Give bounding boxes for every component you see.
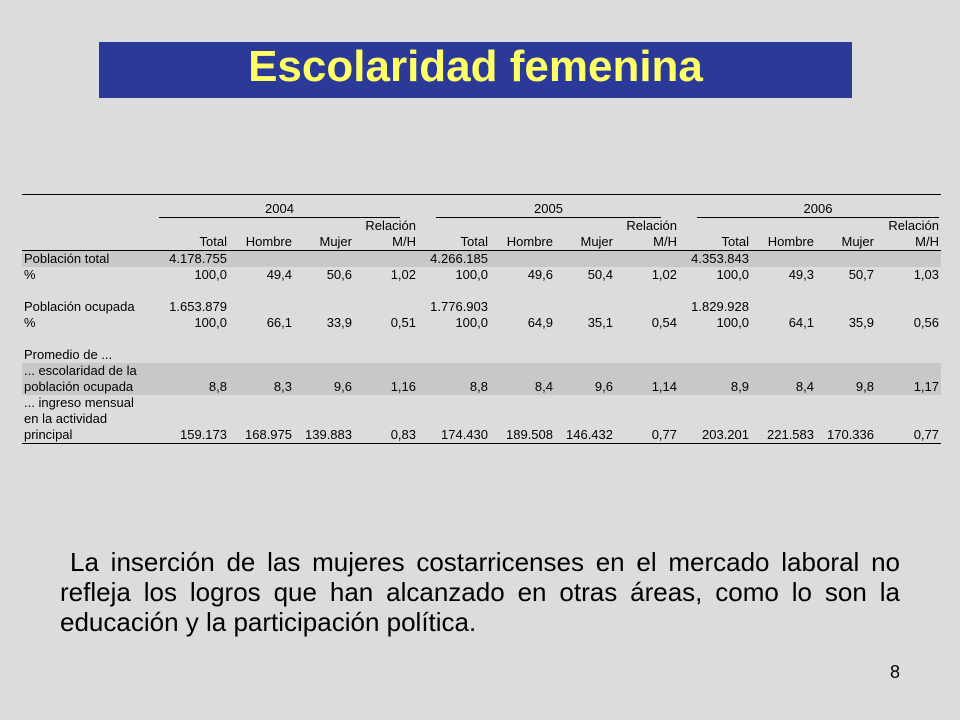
- mujer-header: Mujer: [555, 234, 615, 251]
- table-cell: [615, 331, 679, 347]
- table-cell: [157, 363, 229, 379]
- total-header: Total: [679, 234, 751, 251]
- title-bar: [99, 42, 852, 98]
- table-row: [22, 267, 941, 283]
- table-cell: [229, 363, 294, 379]
- table-cell: [418, 283, 490, 299]
- table-cell: 1,16: [354, 379, 418, 395]
- table-cell: [555, 283, 615, 299]
- mujer-header: Mujer: [816, 234, 876, 251]
- page-number: 8: [890, 662, 901, 682]
- table-cell: 0,56: [913, 315, 939, 330]
- table-cell: 139.883: [294, 427, 354, 444]
- hombre-header: Hombre: [490, 234, 555, 251]
- table-cell: [354, 395, 418, 411]
- table-cell: [490, 411, 555, 427]
- table-cell: 8,9: [679, 379, 751, 395]
- hombre-header: Hombre: [751, 234, 816, 251]
- col-header-row-2: [22, 234, 941, 251]
- table-cell: 64,1: [788, 315, 814, 330]
- table-row: [22, 283, 941, 299]
- row-label: Promedio de ...: [24, 347, 113, 362]
- table-cell: 50,7: [848, 267, 874, 282]
- table-cell: [751, 363, 816, 379]
- table-cell: [615, 347, 679, 363]
- table-cell: [354, 411, 418, 427]
- table-cell: [751, 251, 816, 268]
- table-cell: [679, 283, 751, 299]
- slide-title: Escolaridad femenina: [248, 42, 703, 91]
- table-cell: [490, 331, 555, 347]
- table-cell: 170.336: [816, 427, 876, 444]
- relacion-header: Relación: [626, 218, 677, 233]
- table-cell: 66,1: [266, 315, 292, 330]
- total-header: Total: [418, 234, 490, 251]
- row-label: en la actividad: [24, 411, 108, 426]
- table-cell: 8,3: [229, 379, 294, 395]
- table-cell: [354, 331, 418, 347]
- table-cell: [816, 363, 876, 379]
- table-cell: [229, 347, 294, 363]
- table-cell: [157, 395, 229, 411]
- table-cell: 50,6: [326, 267, 352, 282]
- row-label: Población ocupada: [24, 299, 135, 314]
- table-cell: [229, 331, 294, 347]
- table-cell: [294, 331, 354, 347]
- row-label: [22, 331, 157, 347]
- table-cell: [555, 363, 615, 379]
- table-cell: [816, 331, 876, 347]
- mh-header: M/H: [354, 234, 418, 251]
- relacion-header: Relación: [365, 218, 416, 233]
- table-cell: 1,02: [651, 267, 677, 282]
- table-cell: [294, 363, 354, 379]
- table-cell: [876, 363, 941, 379]
- table-cell: [876, 331, 941, 347]
- table-cell: 1,03: [913, 267, 939, 282]
- table-cell: 174.430: [418, 427, 490, 444]
- table-cell: [294, 299, 354, 315]
- table-cell: 1.653.879: [169, 299, 227, 314]
- table-cell: [229, 251, 294, 268]
- statistics-table: [22, 194, 941, 444]
- table-cell: 49,4: [266, 267, 292, 282]
- table-cell: 146.432: [555, 427, 615, 444]
- table-cell: [615, 363, 679, 379]
- table-cell: 1,14: [615, 379, 679, 395]
- table-cell: [555, 411, 615, 427]
- table-cell: 64,9: [527, 315, 553, 330]
- table-cell: 100,0: [455, 267, 488, 282]
- table-cell: 33,9: [326, 315, 352, 330]
- table-cell: 100,0: [194, 315, 227, 330]
- table-cell: [418, 363, 490, 379]
- table-row: [22, 395, 941, 411]
- mh-header: M/H: [615, 234, 679, 251]
- year-2006-header: 2006: [679, 201, 941, 218]
- total-header: Total: [157, 234, 229, 251]
- row-label: Población total: [22, 251, 157, 268]
- table-cell: [354, 347, 418, 363]
- table-cell: [490, 283, 555, 299]
- body-paragraph: La inserción de las mujeres costarricenses en el mercado laboral no refleja los logros que han alcanzado en otras áreas, como lo son la educación y la participación política.: [60, 547, 900, 637]
- table-cell: 0,77: [615, 427, 679, 444]
- table-row: [22, 411, 941, 427]
- year-2005-header: 2005: [418, 201, 679, 218]
- table-cell: 8,4: [751, 379, 816, 395]
- table-cell: [229, 395, 294, 411]
- table-cell: 35,1: [587, 315, 613, 330]
- table-cell: [876, 251, 941, 268]
- table-cell: [418, 395, 490, 411]
- table-cell: [354, 363, 418, 379]
- row-label: %: [24, 267, 36, 282]
- table-row: [22, 331, 941, 347]
- table-cell: [816, 251, 876, 268]
- table-cell: [294, 251, 354, 268]
- table-cell: [751, 347, 816, 363]
- table-row: [22, 363, 941, 379]
- row-label: %: [24, 315, 36, 330]
- table-cell: 1.829.928: [691, 299, 749, 314]
- row-label: [22, 283, 157, 299]
- table-cell: [816, 411, 876, 427]
- table-cell: 8,8: [157, 379, 229, 395]
- table-cell: [751, 299, 816, 315]
- table-cell: [555, 395, 615, 411]
- table-cell: 159.173: [157, 427, 229, 444]
- table-cell: [229, 299, 294, 315]
- table-cell: [751, 395, 816, 411]
- table-cell: [294, 283, 354, 299]
- table-cell: [876, 411, 941, 427]
- table-cell: [816, 299, 876, 315]
- table-cell: [555, 347, 615, 363]
- table-cell: [418, 331, 490, 347]
- table-cell: [816, 347, 876, 363]
- table-cell: 100,0: [716, 315, 749, 330]
- table-cell: 4.178.755: [157, 251, 229, 268]
- table-cell: [679, 363, 751, 379]
- table-cell: [876, 299, 941, 315]
- table-cell: 100,0: [194, 267, 227, 282]
- table-row: [22, 251, 941, 268]
- hombre-header: Hombre: [229, 234, 294, 251]
- table-cell: [294, 411, 354, 427]
- table-cell: 4.353.843: [679, 251, 751, 268]
- table-cell: [751, 283, 816, 299]
- table-cell: [418, 347, 490, 363]
- table-cell: 9,8: [816, 379, 876, 395]
- table-cell: 0,77: [876, 427, 941, 444]
- table-cell: [157, 347, 229, 363]
- table-cell: [876, 395, 941, 411]
- table-cell: 168.975: [229, 427, 294, 444]
- row-label: ... ingreso mensual: [24, 395, 134, 410]
- table-cell: 1.776.903: [430, 299, 488, 314]
- table-cell: 0,83: [354, 427, 418, 444]
- table-cell: [294, 395, 354, 411]
- table-cell: [751, 331, 816, 347]
- table-cell: [229, 411, 294, 427]
- table-cell: [876, 283, 941, 299]
- table-cell: 4.266.185: [418, 251, 490, 268]
- table-cell: [876, 347, 941, 363]
- table-cell: 0,54: [651, 315, 677, 330]
- table-cell: [354, 299, 418, 315]
- table-cell: 1,02: [390, 267, 416, 282]
- table-cell: [679, 347, 751, 363]
- year-header-row: [22, 201, 941, 218]
- mh-header: M/H: [876, 234, 941, 251]
- table-cell: 221.583: [751, 427, 816, 444]
- table-cell: 50,4: [587, 267, 613, 282]
- table-cell: [615, 251, 679, 268]
- row-label: población ocupada: [22, 379, 157, 395]
- table-cell: [229, 283, 294, 299]
- table-cell: [555, 299, 615, 315]
- table-cell: [816, 395, 876, 411]
- table-cell: [157, 283, 229, 299]
- table-cell: [679, 331, 751, 347]
- table-cell: 49,3: [788, 267, 814, 282]
- table-cell: [354, 251, 418, 268]
- table-cell: [490, 251, 555, 268]
- table-cell: [615, 283, 679, 299]
- table-cell: [157, 331, 229, 347]
- table-cell: [555, 251, 615, 268]
- table-cell: [751, 411, 816, 427]
- table-cell: 49,6: [527, 267, 553, 282]
- table-cell: [615, 299, 679, 315]
- table-cell: [490, 363, 555, 379]
- table-cell: [490, 347, 555, 363]
- row-label: principal: [22, 427, 157, 444]
- table-cell: [615, 395, 679, 411]
- row-label: ... escolaridad de la: [22, 363, 157, 379]
- table-cell: 9,6: [555, 379, 615, 395]
- table-cell: [294, 347, 354, 363]
- year-2004-header: 2004: [157, 201, 418, 218]
- table-cell: 0,51: [390, 315, 416, 330]
- table-cell: [490, 395, 555, 411]
- table-cell: 8,8: [418, 379, 490, 395]
- table-cell: 100,0: [455, 315, 488, 330]
- table-row: [22, 299, 941, 315]
- table-cell: [679, 395, 751, 411]
- table-cell: 9,6: [294, 379, 354, 395]
- table-cell: 100,0: [716, 267, 749, 282]
- table-row: [22, 379, 941, 395]
- table-cell: 1,17: [876, 379, 941, 395]
- table-cell: [555, 331, 615, 347]
- table-row: [22, 427, 941, 444]
- table-cell: [615, 411, 679, 427]
- table-cell: [418, 411, 490, 427]
- table-cell: 35,9: [848, 315, 874, 330]
- table-cell: [157, 411, 229, 427]
- table-cell: [679, 411, 751, 427]
- table-cell: [816, 283, 876, 299]
- col-header-row-1: [22, 218, 941, 234]
- table-cell: [354, 283, 418, 299]
- table-cell: [490, 299, 555, 315]
- table-row: [22, 315, 941, 331]
- mujer-header: Mujer: [294, 234, 354, 251]
- relacion-header: Relación: [888, 218, 939, 233]
- table-row: [22, 347, 941, 363]
- table-cell: 8,4: [490, 379, 555, 395]
- table-cell: 189.508: [490, 427, 555, 444]
- table-cell: 203.201: [679, 427, 751, 444]
